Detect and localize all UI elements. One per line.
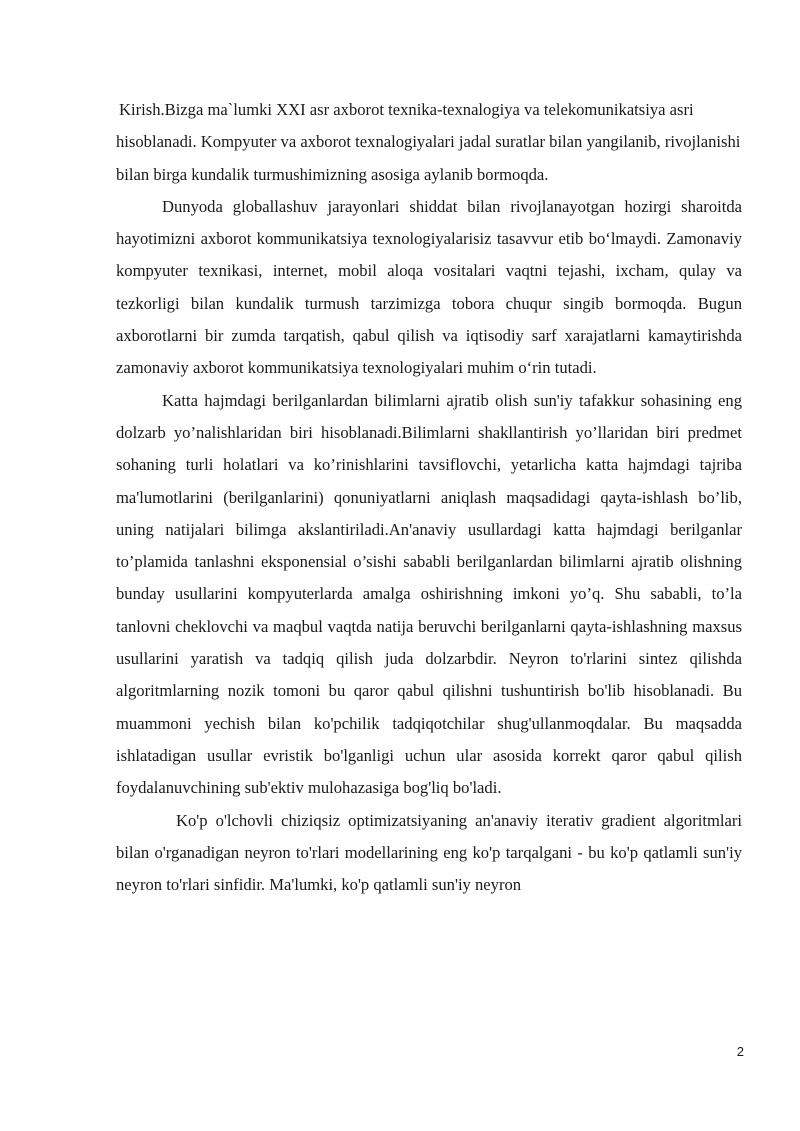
paragraph-globalization: Dunyoda globallashuv jarayonlari shiddat bilan rivojlanayotgan hozirgi sharoitda hayotimizni axborot kommunikatsiya texnologiyalarisiz tasavvur etib boʻlmaydi. Zamonaviy kompyuter texnikasi, internet, mobil aloqa vositalari vaqtni tejashi, ixcham, qulay va tezkorligi bilan kundalik turmush tarzimizga tobora chuqur singib bormoqda. Bugun axborotlarni bir zumda tarqatish, qabul qilish va iqtisodiy sarf xarajatlarni kamaytirishda zamonaviy axborot kommunikatsiya texnologiyalari muhim oʻrin tutadi.: [116, 196, 742, 378]
paragraph-knowledge-extraction: Katta hajmdagi berilganlardan bilimlarni ajratib olish sun'iy tafakkur sohasining eng dolzarb yo’nalishlaridan biri hisoblanadi.Bilimlarni shakllantirish yo’llaridan biri predmet sohaning turli holatlari va ko’rinishlarini tavsiflovchi, yetarlicha katta hajmdagi tajriba ma'lumotlarini (berilganlarini) qonuniyatlarni aniqlash maqsadidagi qayta-ishlash bo’lib, uning natijalari bilimga akslantiriladi.An'anaviy usullardagi katta hajmdagi berilganlar to’plamida tanlashni eksponensial o’sishi sababli berilganlardan bilimlarni ajratib olishning bunday usullarini kompyuterlarda amalga oshirishning imkoni yo’q. Shu sababli, to’la tanlovni cheklovchi va maqbul vaqtda natija beruvchi berilganlarni qayta-ishlashning maxsus usullarini yaratish va tadqiq qilish juda dolzarbdir. Neyron to'rlarini sintez qilishda algoritmlarning nozik tomoni bu qaror qabul qilishni tushuntirish bo'lib hisoblanadi. Bu muammoni yechish bilan ko'pchilik tadqiqotchilar shug'ullanmoqdalar. Bu maqsadda ishlatadigan usullar evristik bo'lganligi uchun ular asosida korrekt qaror qabul qilish foydalanuvchining sub'ektiv mulohazasiga bog'liq bo'ladi.: [116, 390, 742, 798]
page-number: 2: [736, 1044, 744, 1059]
paragraph-neural-networks: Ko'p o'lchovli chiziqsiz optimizatsiyaning an'anaviy iterativ gradient algoritmlari bilan o'rganadigan neyron to'rlari modellarining eng ko'p tarqalgani - bu ko'p qatlamli sun'iy neyron to'rlari sinfidir. Ma'lumki, ko'p qatlamli sun'iy neyron: [116, 810, 742, 895]
document-page: [116, 94, 742, 901]
paragraph-introduction: Kirish.Bizga ma`lumki XXI asr axborot texnika-texnalogiya va telekomunikatsiya asri hisoblanadi. Kompyuter va axborot texnalogiyalari jadal suratlar bilan yangilanib, rivojlanishi bilan birga kundalik turmushimizning asosiga aylanib bormoqda.: [116, 100, 741, 184]
